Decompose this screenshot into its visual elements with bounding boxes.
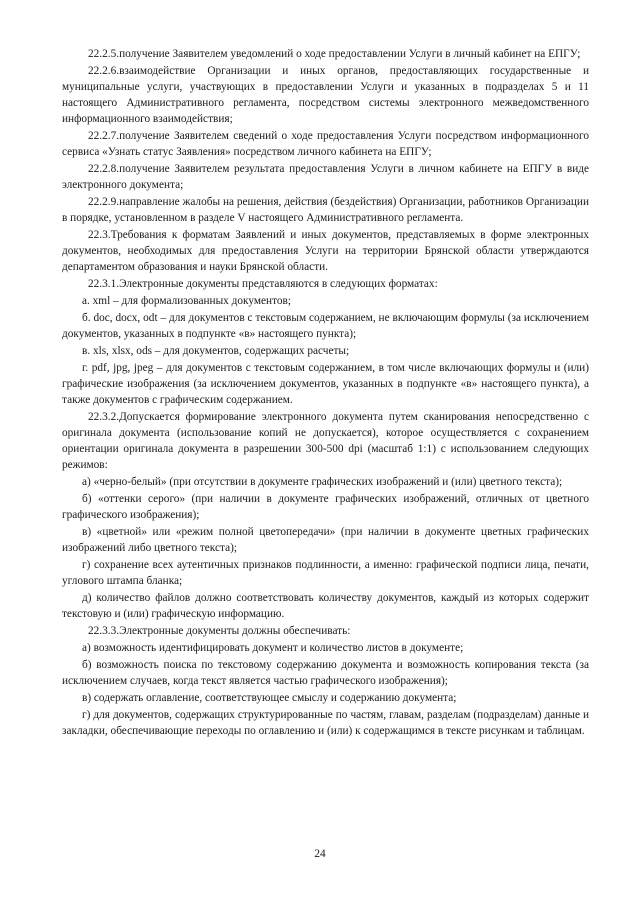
paragraph-22-2-8: 22.2.8.получение Заявителем результата предоставления Услуги в личном кабинете на ЕПГУ в виде электронного документа;	[62, 162, 589, 191]
list-item-req-g: г) для документов, содержащих структурированные по частям, главам, разделам (подразделам) данные и закладки, обеспечивающие переходы по оглавлению и (или) к содержащимся в тексте рисункам и таблицам.	[62, 709, 589, 738]
paragraph-22-2-7: 22.2.7.получение Заявителем сведений о ходе предоставления Услуги посредством информационного сервиса «Узнать статус Заявления» посредством личного кабинета на ЕПГУ;	[62, 129, 589, 158]
list-item-scan-d: д) количество файлов должно соответствовать количеству документов, каждый из которых содержит текстовую и (или) графическую информацию.	[62, 591, 589, 620]
paragraph-22-3: 22.3.Требования к форматам Заявлений и иных документов, представляемых в форме электронных документов, необходимых для предоставления Услуги на территории Брянской области утверждаются департаментом образования и науки Брянской области.	[62, 228, 589, 273]
paragraph-22-3-1: 22.3.1.Электронные документы представляются в следующих форматах:	[88, 277, 438, 290]
list-item-req-a: а) возможность идентифицировать документ и количество листов в документе;	[82, 642, 464, 654]
paragraph-22-2-5: 22.2.5.получение Заявителем уведомлений о ходе предоставлении Услуги в личный кабинет на ЕПГУ;	[88, 48, 581, 60]
paragraph-22-2-6: 22.2.6.взаимодействие Организации и иных органов, предоставляющих государственные и муниципальные услуги, участвующих в предоставлении Услуги и указанных в подразделах 5 и 11 настоящего Административного регламента, посредством системы электронного межведомственного информационного взаимодействия;	[62, 65, 589, 125]
list-item-format-b: б. doc, docx, odt – для документов с текстовым содержанием, не включающим формулы (за исключением документов, указанных в подпункте «в» настоящего пункта);	[62, 312, 589, 340]
list-item-scan-b: б) «оттенки серого» (при наличии в документе графических изображений, отличных от цветного графического изображения);	[62, 492, 589, 521]
paragraph-22-3-3: 22.3.3.Электронные документы должны обеспечивать:	[88, 624, 351, 637]
paragraph-22-3-2: 22.3.2.Допускается формирование электронного документа путем сканирования непосредственно с оригинала документа (использование копий не допускается), которое осуществляется с сохранением ориентации оригинала документа в разрешении 300-500 dpi (масштаб 1:1) с использованием следующих режимов:	[62, 411, 589, 471]
list-item-req-b: б) возможность поиска по текстовому содержанию документа и возможность копирования текста (за исключением случаев, когда текст является частью графического изображения);	[62, 659, 589, 687]
list-item-scan-v: в) «цветной» или «режим полной цветопередачи» (при наличии в документе цветных графических изображений либо цветного текста);	[62, 525, 589, 554]
list-item-format-a: а. xml – для формализованных документов;	[82, 294, 291, 307]
document-page	[62, 47, 589, 741]
list-item-scan-g: г) сохранение всех аутентичных признаков подлинности, а именно: графической подписи лица, печати, углового штампа бланка;	[62, 558, 589, 587]
list-item-format-g: г. pdf, jpg, jpeg – для документов с текстовым содержанием, в том числе включающих формулы и (или) графические изображения (за исключением документов, указанных в подпункте «в» настоящего пункта), а также документов с графическим содержанием.	[62, 362, 589, 406]
list-item-req-v: в) содержать оглавление, соответствующее смыслу и содержанию документа;	[82, 692, 457, 705]
page-number: 24	[314, 848, 326, 860]
paragraph-22-2-9: 22.2.9.направление жалобы на решения, действия (бездействия) Организации, работников Организации в порядке, установленном в разделе V настоящего Административного регламента.	[62, 195, 589, 224]
list-item-scan-a: а) «черно-белый» (при отсутствии в документе графических изображений и (или) цветного текста);	[82, 475, 563, 488]
list-item-format-v: в. xls, xlsx, ods – для документов, содержащих расчеты;	[82, 345, 350, 357]
